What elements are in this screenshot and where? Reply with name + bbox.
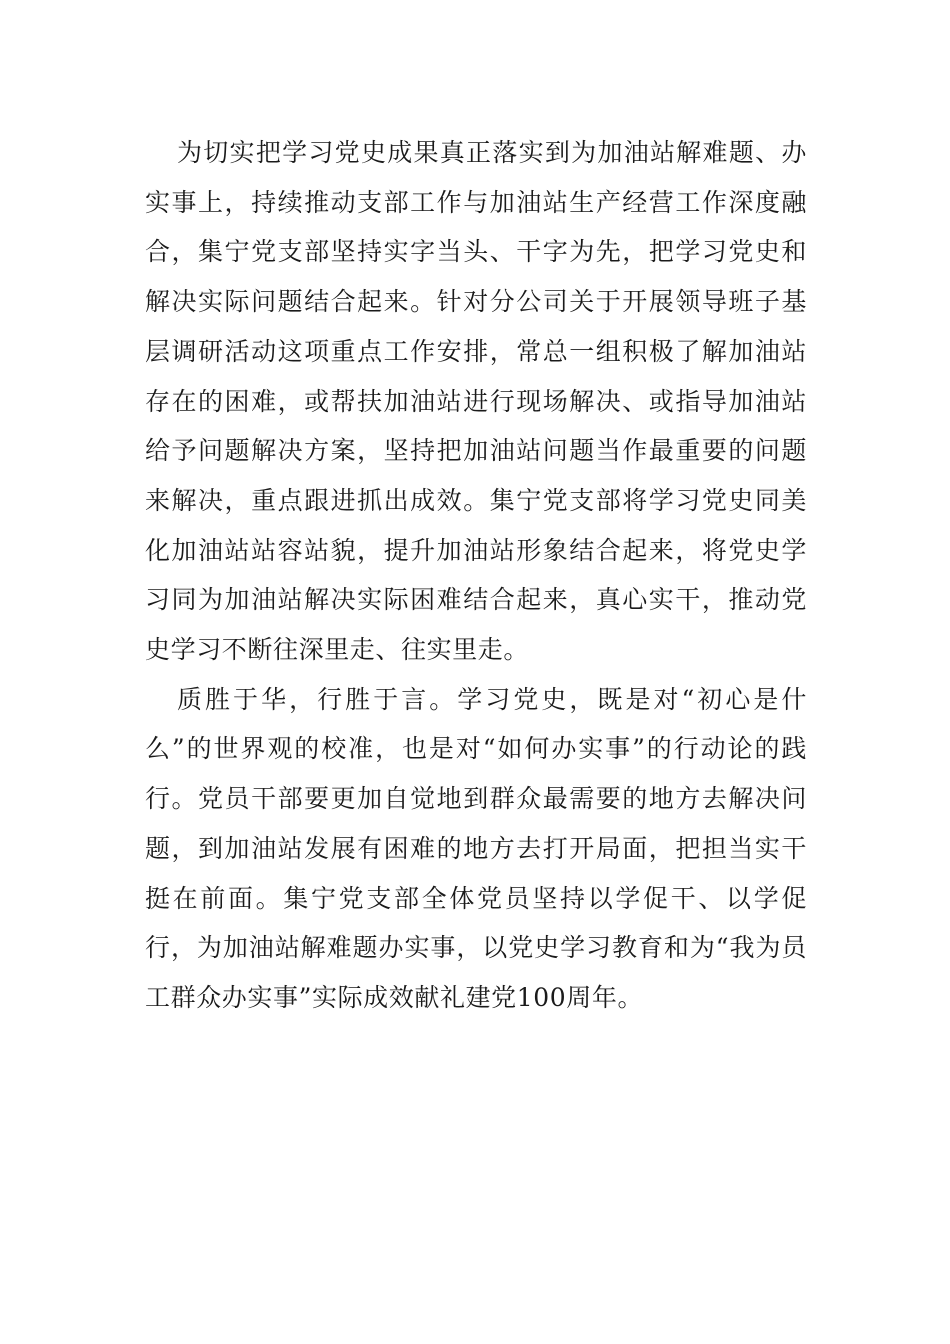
paragraph-1: 为切实把学习党史成果真正落实到为加油站解难题、办实事上，持续推动支部工作与加油站生产经营工作深度融合，集宁党支部坚持实字当头、干字为先，把学习党史和解决实际问题结合起来。针对分公司关于开展领导班子基层调研活动这项重点工作安排，常总一组积极了解加油站存在的困难，或帮扶加油站进行现场解决、或指导加油站给予问题解决方案，坚持把加油站问题当作最重要的问题来解决，重点跟进抓出成效。集宁党支部将学习党史同美化加油站站容站貌，提升加油站形象结合起来，将党史学习同为加油站解决实际困难结合起来，真心实干，推动党史学习不断往深里走、往实里走。 xyxy=(145,138,807,665)
document-body xyxy=(145,128,807,1023)
paragraph-2: 质胜于华，行胜于言。学习党史，既是对“初心是什么”的世界观的校准，也是对“如何办实事”的行动论的践行。党员干部要更加自觉地到群众最需要的地方去解决问题，到加油站发展有困难的地方去打开局面，把担当实干挺在前面。集宁党支部全体党员坚持以学促干、以学促行，为加油站解难题办实事，以党史学习教育和为“我为员工群众办实事”实际成效献礼建党100周年。 xyxy=(145,684,807,1012)
